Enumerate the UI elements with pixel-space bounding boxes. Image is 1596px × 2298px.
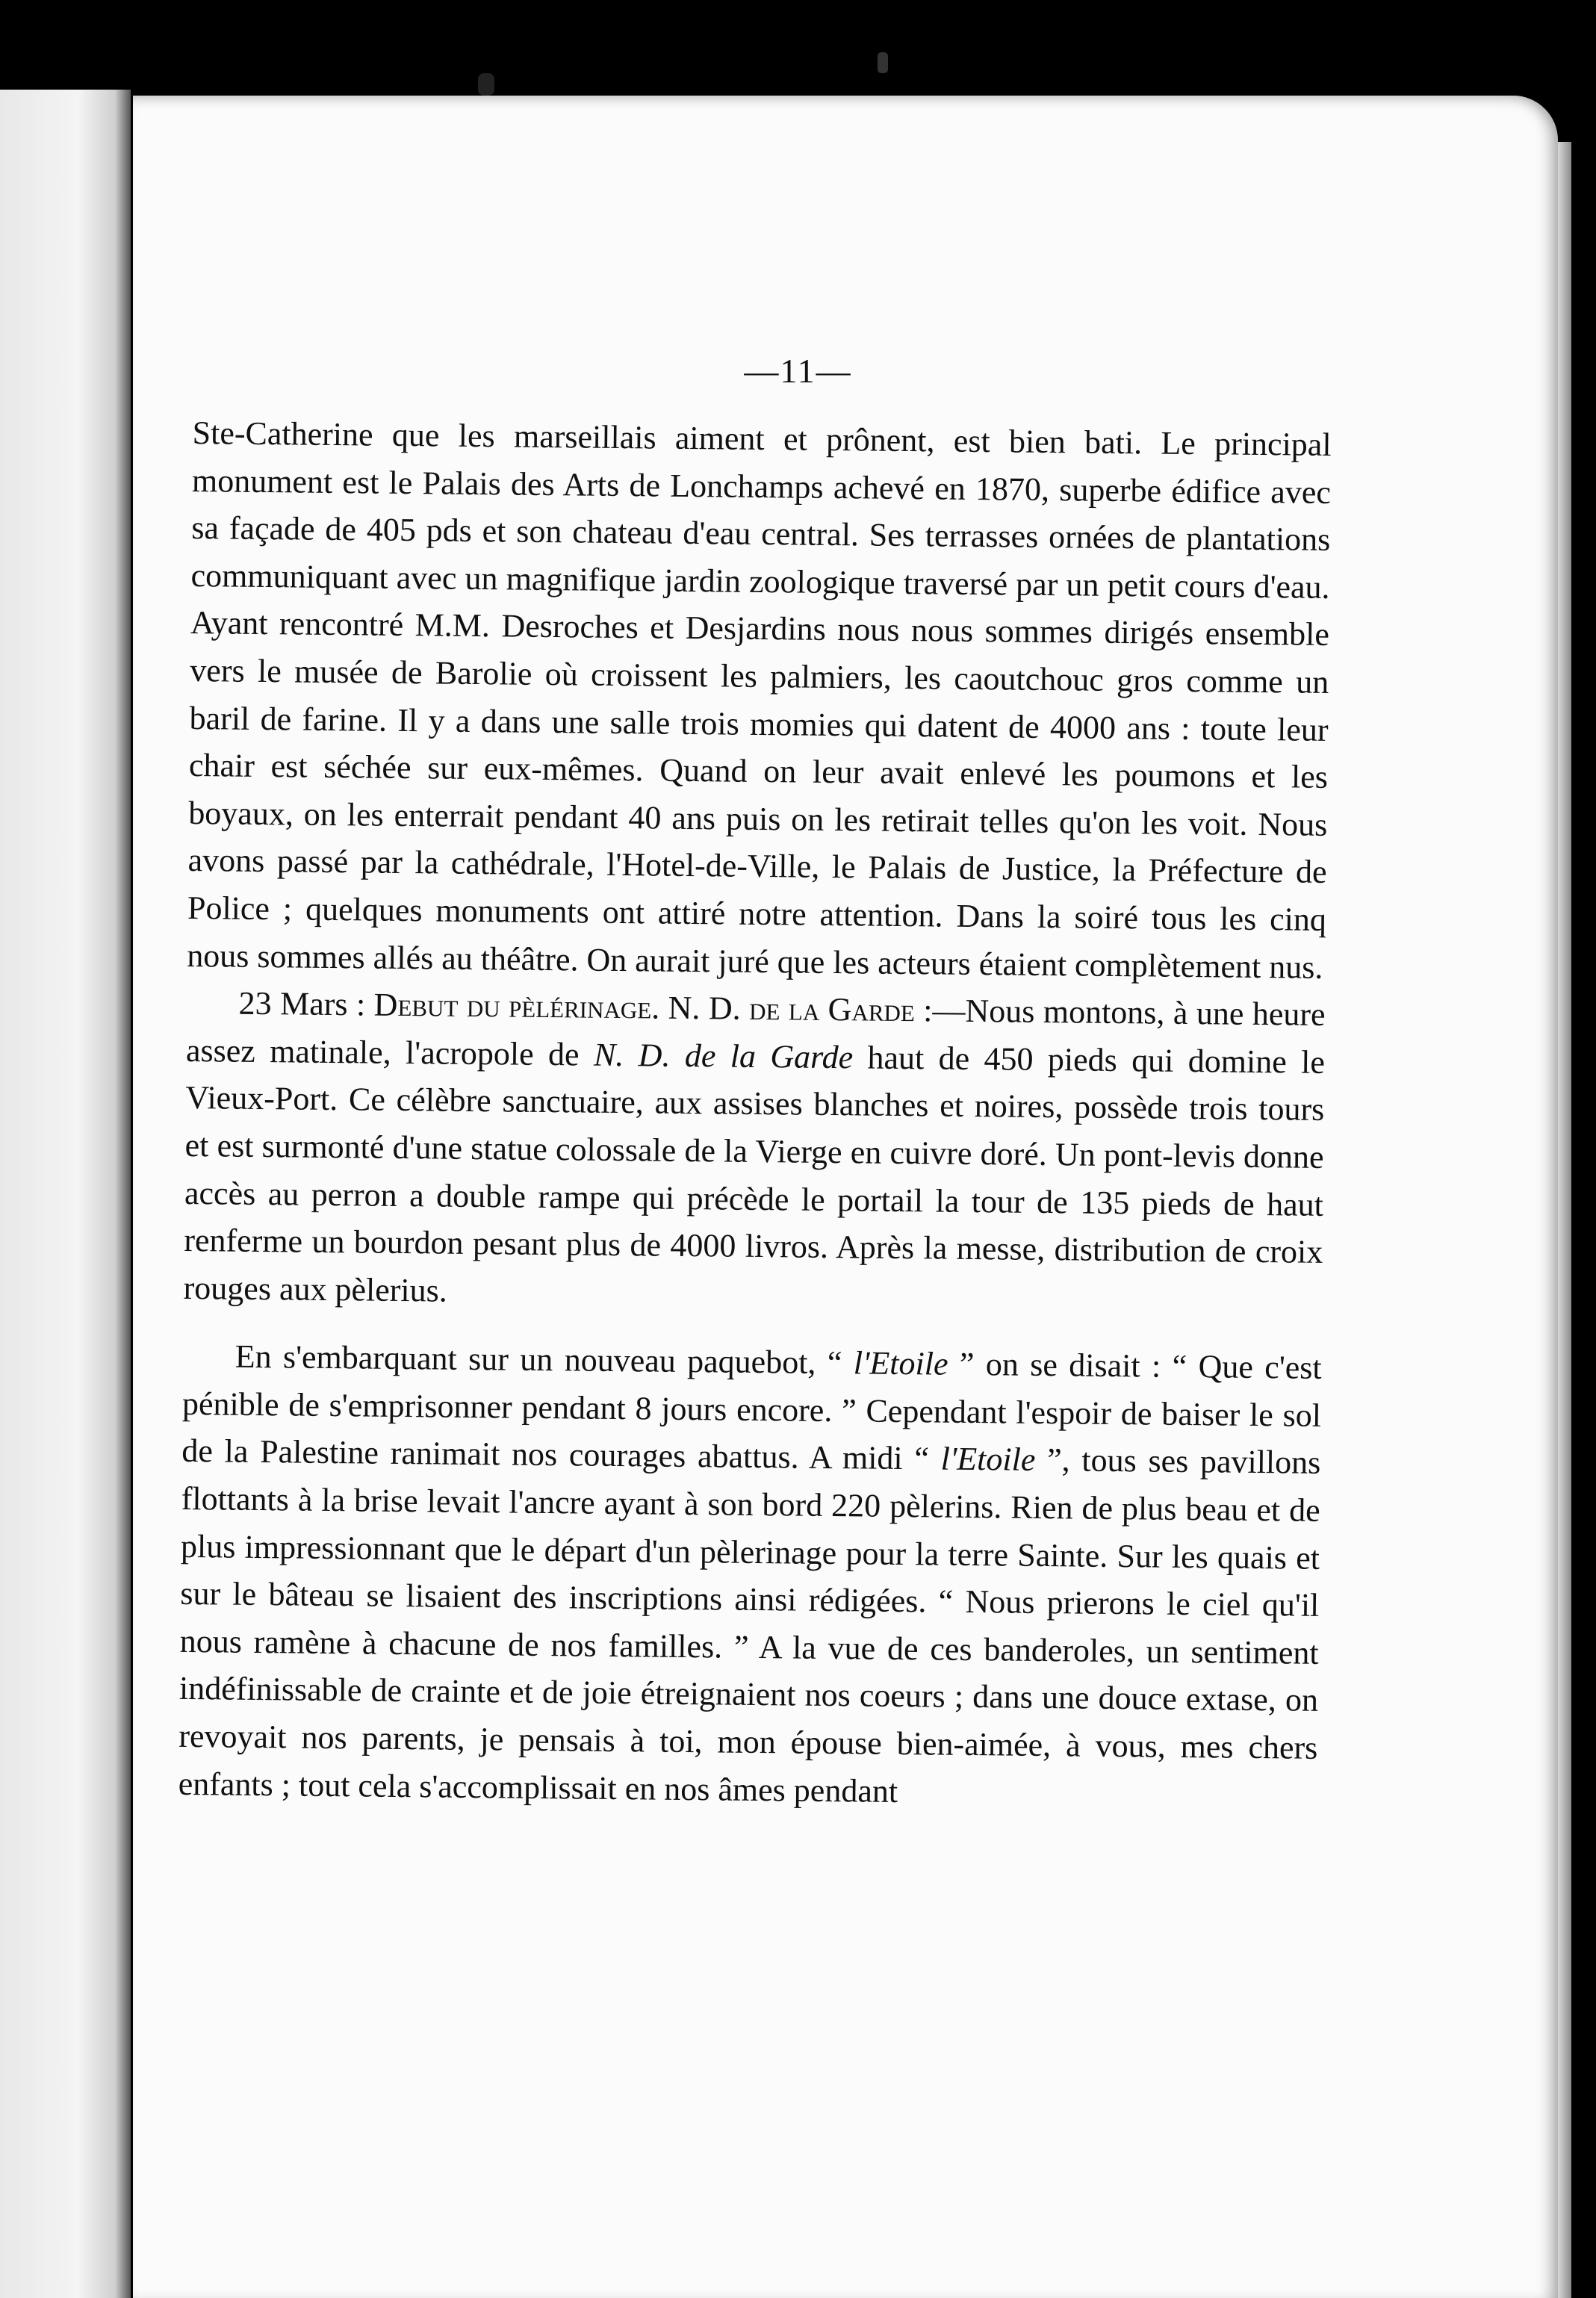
scan-smudge [478, 73, 494, 96]
italic-place-name: N. D. de la Garde [593, 1036, 854, 1076]
italic-ship-name: l'Etoile [940, 1441, 1036, 1479]
entry-heading: Debut du pèlérinage. N. D. de la Garde [373, 986, 916, 1029]
paragraph-text: haut de 450 pieds qui domine le Vieux-Port. Ce célèbre sanctuaire, aux assises blanches et noires, possède trois tours et est surmonté d'une statue colossale de la Vierge en cuivre doré. Un pont-levis donne accès au perron a double rampe qui précède le portail la tour de 135 pieds de haut renferme un bourdon pesant plus de 4000 livros. Après la messe, distribution de croix rouges aux pèlerius. [183, 1039, 1326, 1309]
paragraph-text: :—Nous montons, à une heure assez matinale, l'acropole de [185, 992, 1326, 1073]
page-right-edge [1558, 142, 1571, 2298]
paragraph-embarkation [178, 1332, 1322, 1819]
paragraph-text: ”, tous ses pavillons flottants à la brise levait l'ancre ayant à son bord 220 pèlerins. Rien de plus beau et de plus impressionnant que le départ d'un pèlerinage pour la terre Sainte. Sur les quais et sur le bâteau se lisaient des inscriptions ainsi rédigées. “ Nous prierons le ciel qu'il nous ramène à chacune de nos familles. ” A la vue de ces banderoles, un sentiment indéfinissable de crainte et de joie étreignaient nos coeurs ; dans une douce extase, on revoyait nos parents, je pensais à toi, mon épouse bien-aimée, à vous, mes chers enfants ; tout cela s'accomplissait en nos âmes pendant [178, 1441, 1321, 1810]
scan-smudge [878, 52, 888, 73]
paragraph-text: ” on se disait : “ Que c'est pénible de s'emprisonner pendant 8 jours encore. ” Cependant l'espoir de baiser le sol de la Palestine ranimait nos courages abattus. A midi “ [181, 1345, 1322, 1478]
page-number: —11— [744, 352, 852, 390]
paragraph-text: Ste-Catherine que les marseillais aiment et prônent, est bien bati. Le principal monument est le Palais des Arts de Lonchamps achevé en 1870, superbe édifice avec sa façade de 405 pds et son chateau d'eau central. Ses terrasses ornées de plantations communiquant avec un magnifique jardin zoologique traversé par un petit cours d'eau. Ayant rencontré M.M. Desroches et Desjardins nous nous sommes dirigés ensemble vers le musée de Barolie où croissent les palmiers, les caoutchouc gros comme un baril de farine. Il y a dans une salle trois momies qui datent de 4000 ans : toute leur chair est séchée sur eux-mêmes. Quand on leur avait enlevé les poumons et les boyaux, on les enterrait pendant 40 ans puis on les retirait telles qu'on les voit. Nous avons passé par la cathédrale, l'Hotel-de-Ville, le Palais de Justice, la Préfecture de Police ; quelques monuments ont attiré notre attention. Dans la soiré tous les cinq nous sommes allés au théâtre. On aurait juré que les acteurs étaient complètement nus. [187, 414, 1332, 986]
entry-date: 23 Mars : [238, 984, 374, 1023]
body-text [178, 409, 1332, 1819]
paragraph-notre-dame [183, 979, 1326, 1323]
paragraph-marseille [187, 409, 1332, 991]
italic-ship-name: l'Etoile [853, 1344, 948, 1382]
paragraph-text: En s'embarquant sur un nouveau paquebot, “ [235, 1338, 854, 1382]
left-page-edge [0, 90, 131, 2298]
